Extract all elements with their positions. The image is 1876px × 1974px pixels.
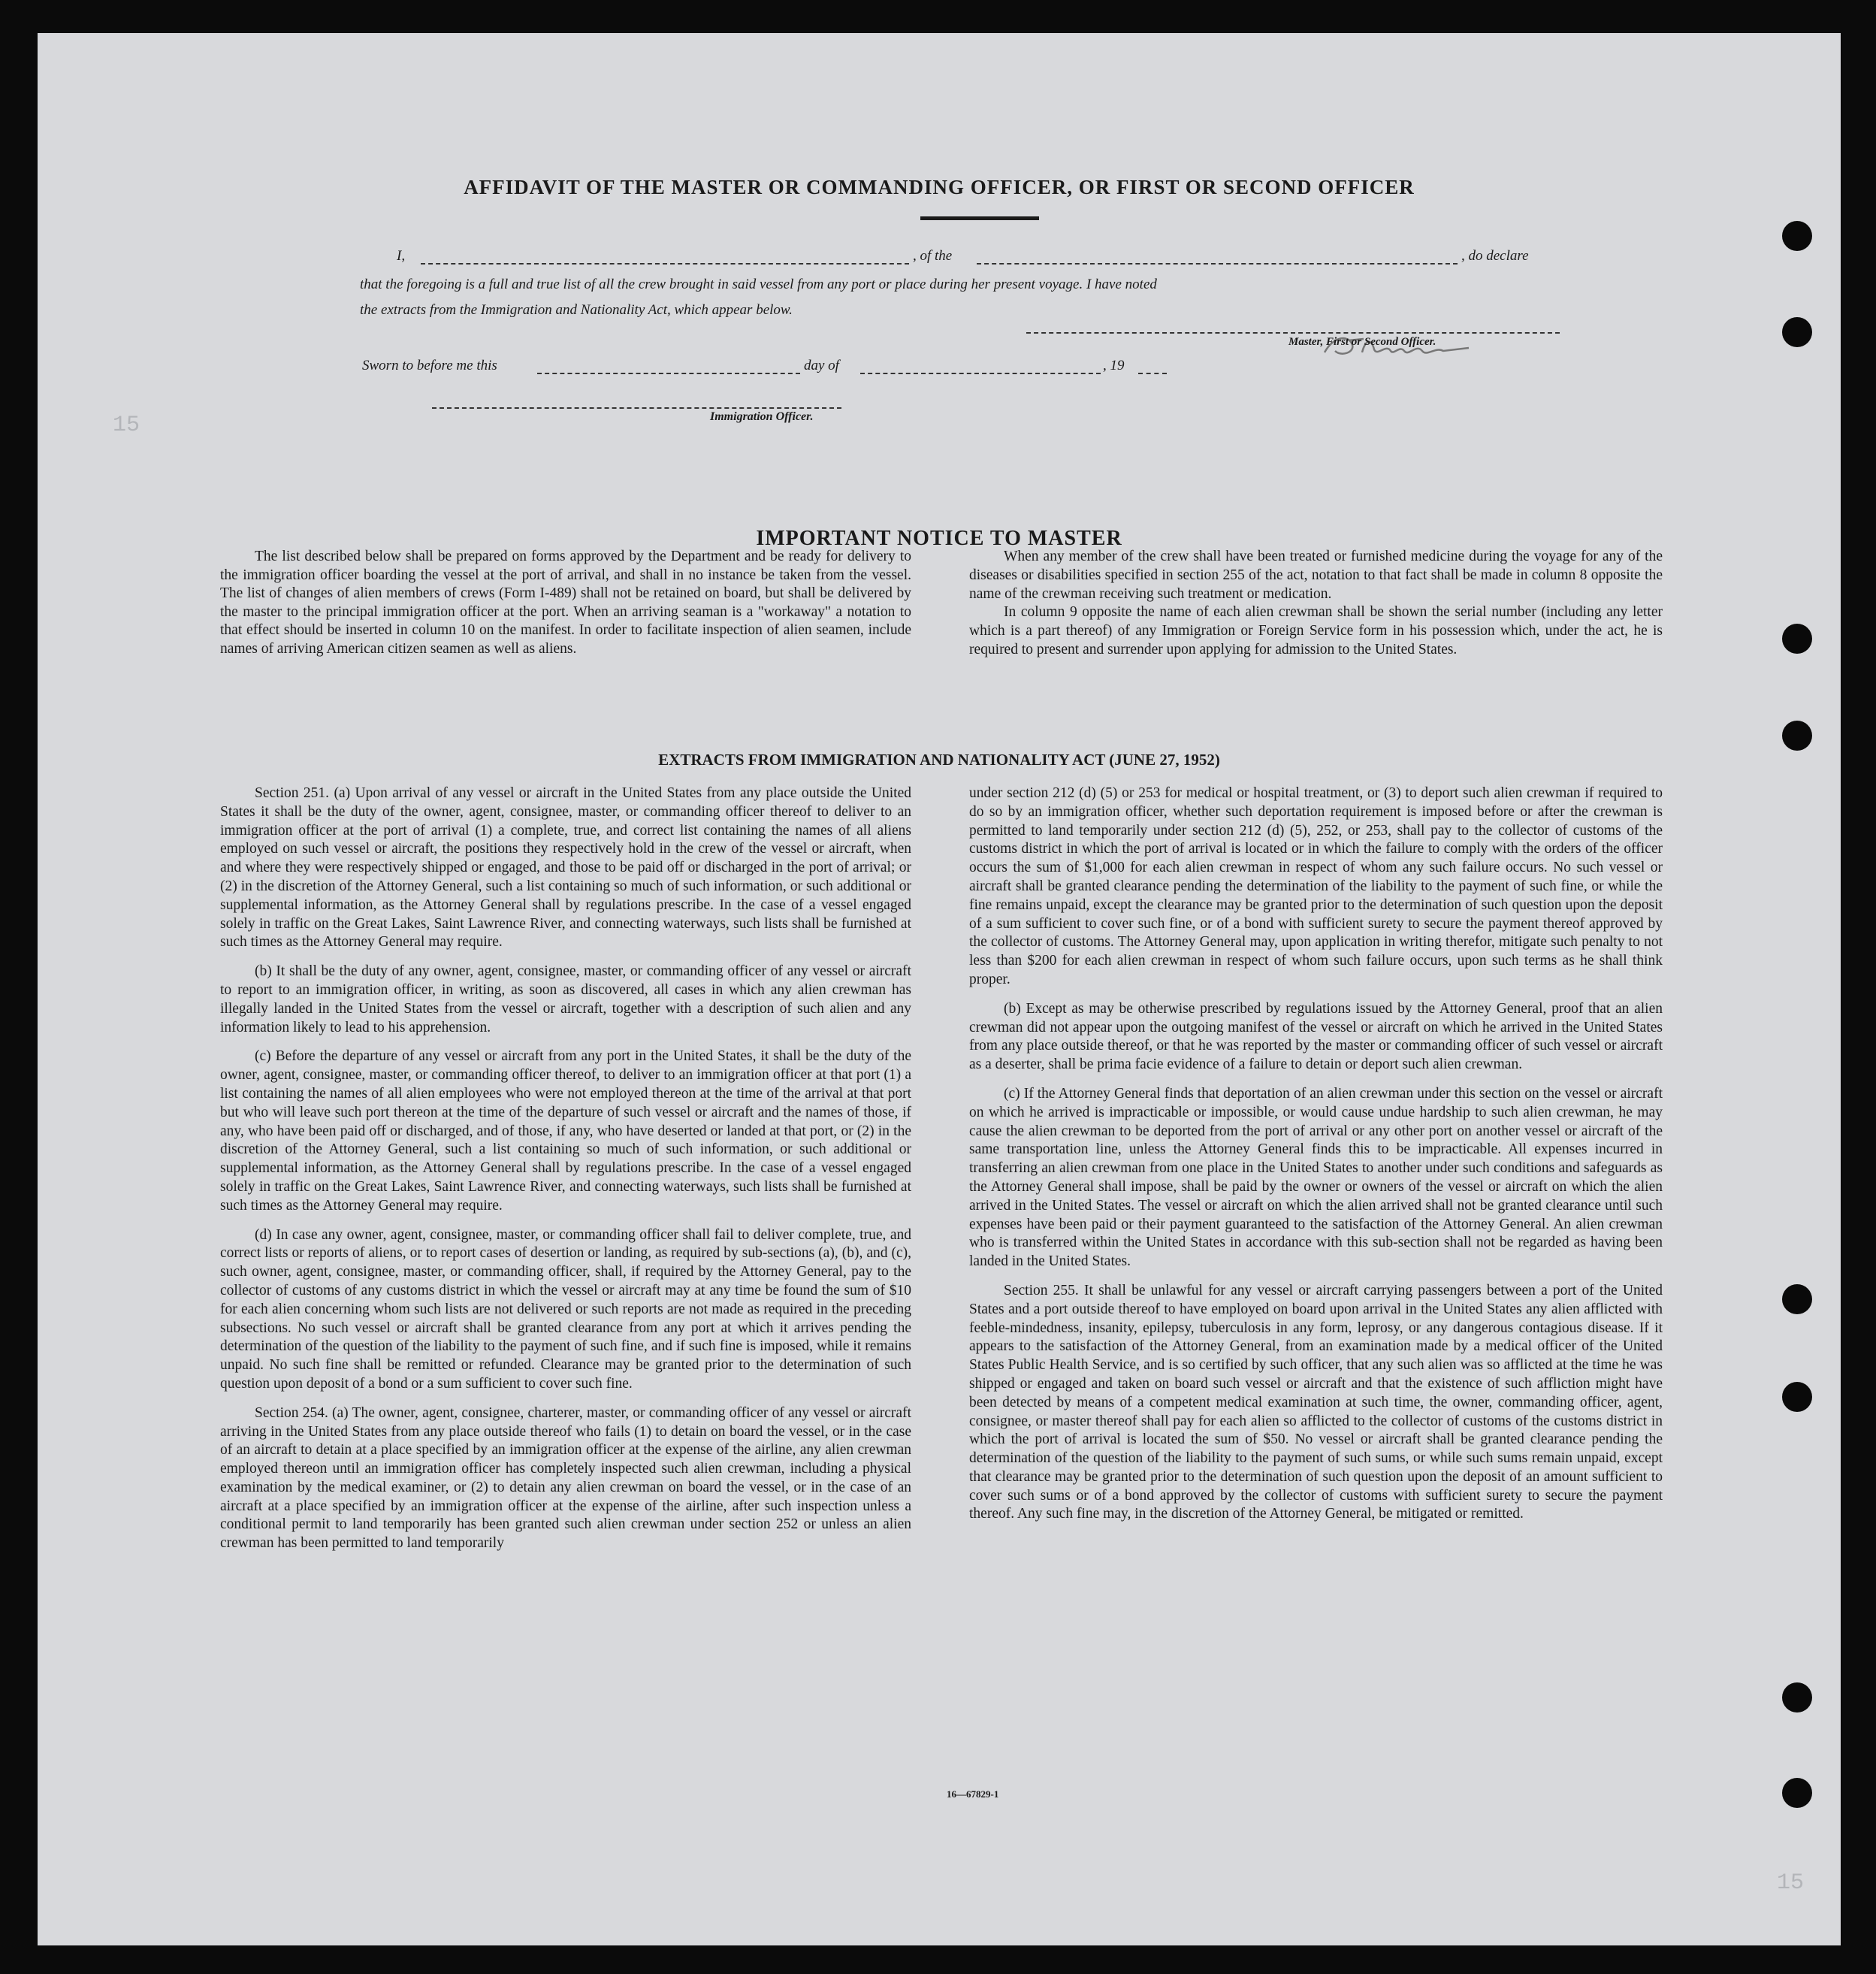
binder-hole bbox=[1782, 1682, 1812, 1713]
notice-right-column bbox=[969, 548, 1663, 660]
immigration-officer-caption: Immigration Officer. bbox=[710, 410, 814, 423]
binder-hole bbox=[1782, 624, 1812, 654]
signature-caption: Master, First or Second Officer. bbox=[1288, 336, 1436, 348]
binder-hole bbox=[1782, 1382, 1812, 1412]
binder-hole bbox=[1782, 1778, 1812, 1808]
declarant-prefix: I, bbox=[397, 248, 406, 264]
section-251-d: (d) In case any owner, agent, consignee, master, or commanding officer shall fail to deliver complete, true, and correct lists or reports of aliens, or to report cases of desertion or landing, as required by sub-sections (a), (b), and (c), such owner, agent, consignee, master, or commanding officer, shall, if required by the Attorney General, pay to the collector of customs of any customs district in which the vessel or aircraft may at any time be found the sum of $10 for each alien concerning whom such lists are not delivered or such reports are not made as required in the preceding subsections. No such vessel or aircraft shall be granted clearance from any port at which it arrives pending the determination of the question of the liability to the payment of such fine, and if such fine is imposed, while it remains unpaid. No such fine shall be remitted or refunded. Clearance may be granted prior to the determination of such question upon deposit of a bond or a sum sufficient to cover such fine. bbox=[220, 1226, 911, 1392]
section-254-a: Section 254. (a) The owner, agent, consignee, charterer, master, or commanding officer of any vessel or aircraft arriving in the United States from any place outside thereof who fails (1) to detain on board the vessel, or in the case of an aircraft to detain at a place specified by an immigration officer at the expense of the airline, any alien crewman employed thereon until an immigration officer has completely inspected such alien crewman, including a physical examination by the medical examiner, or (2) to detain any alien crewman on board the vessel, or in the case of an aircraft at a place specified by an immigration officer at the expense of the airline, after such inspection unless a conditional permit to land temporarily has been granted such alien crewman under section 252 or unless an alien crewman has been permitted to land temporarily bbox=[220, 1404, 911, 1552]
declaration-text-line-2: that the foregoing is a full and true list of all the crew brought in said vessel from any port or place during her present voyage. I have noted bbox=[360, 277, 1157, 292]
sworn-day-field[interactable] bbox=[537, 373, 800, 374]
of-the-label: , of the bbox=[913, 248, 953, 264]
binder-hole bbox=[1782, 317, 1812, 347]
day-of-label: day of bbox=[804, 358, 839, 373]
year-prefix: , 19 bbox=[1103, 358, 1125, 373]
binder-hole bbox=[1782, 221, 1812, 251]
declaration-text-line-3: the extracts from the Immigration and Nationality Act, which appear below. bbox=[360, 302, 793, 318]
binder-hole bbox=[1782, 1284, 1812, 1314]
section-251-a: Section 251. (a) Upon arrival of any vessel or aircraft in the United States from any place outside the United States it shall be the duty of the owner, agent, consignee, master, or commanding officer thereof to deliver to an immigration officer at the port of arrival (1) a complete, true, and correct list containing the names of all aliens employed on such vessel or aircraft, the positions they respectively hold in the crew of the vessel or aircraft, when and where they were respectively shipped or engaged, and those to be paid off or discharged in the port of arrival; or (2) in the discretion of the Attorney General, such a list containing so much of such information, or such additional or supplemental information, as the Attorney General shall by regulations prescribe. In the case of a vessel engaged solely in traffic on the Great Lakes, Saint Lawrence River, and connecting waterways, such lists shall be furnished at such times as the Attorney General may require. bbox=[220, 785, 911, 951]
section-255: Section 255. It shall be unlawful for any vessel or aircraft carrying passengers between a port of the United States and a port outside thereof to have employed on board upon arrival in the United States any alien afflicted with feeble-mindedness, insanity, epilepsy, tuberculosis in any form, leprosy, or any dangerous contagious disease. If it appears to the satisfaction of the Attorney General, from an examination made by a medical officer of the United States Public Health Service, and is so certified by such officer, that any such alien was so afflicted at the time he was shipped or engaged and taken on board such vessel or aircraft and that the existence of such affliction might have been detected by means of a competent medical examination at such time, the owner, commanding officer, agent, consignee, or master thereof shall pay for each alien so afflicted to the collector of customs of the customs district in which the port of arrival is located the sum of $50. No vessel or aircraft shall be granted clearance pending the determination of the question of the liability to the payment of such sums, or while such sums remain unpaid, except that clearance may be granted prior to the determination of such question upon the deposit of an amount sufficient to cover such sums or of a bond approved by the collector of customs with sufficient surety to secure the payment thereof. Any such fine may, in the discretion of the Attorney General, be mitigated or remitted. bbox=[969, 1282, 1663, 1522]
notice-right-paragraph-2: In column 9 opposite the name of each alien crewman shall be shown the serial number (including any letter which is a part thereof) of any Immigration or Foreign Service form in his possession which, under the act, he is required to present and surrender upon applying for admission to the United States. bbox=[969, 604, 1663, 657]
section-254-c: (c) If the Attorney General finds that deportation of an alien crewman under this section on the vessel or aircraft on which he arrived is impracticable or impossible, or would cause undue hardship to such alien crewman, he may cause the alien crewman to be deported from the port of arrival or any other port on another vessel or aircraft of the same transportation line, unless the Attorney General finds this to be impracticable. All expenses incurred in transferring an alien crewman from one place in the United States to another under such conditions and safeguards as the Attorney General shall impose, shall be paid by the owner or owners of the vessel or aircraft on which the alien arrived in the United States. The vessel or aircraft on which the alien arrived shall not be granted clearance until such expenses have been paid or their payment guaranteed to the satisfaction of the Attorney General. An alien crewman who is transferred within the United States in accordance with this sub-section shall not be regarded as having been landed in the United States. bbox=[969, 1085, 1663, 1270]
extracts-right-column bbox=[969, 784, 1663, 1524]
bleed-through-number-corner: 15 bbox=[1777, 1870, 1805, 1896]
section-251-b: (b) It shall be the duty of any owner, agent, consignee, master, or commanding officer of any vessel or aircraft to report to an immigration officer, in writing, as soon as discovered, all cases in which any alien crewman has illegally landed in the United States from the vessel or aircraft, together with a description of such alien and any information likely to lead to his apprehension. bbox=[220, 963, 911, 1035]
signature-line[interactable] bbox=[1026, 332, 1560, 334]
affidavit-title: AFFIDAVIT OF THE MASTER OR COMMANDING OFFICER, OR FIRST OR SECOND OFFICER bbox=[464, 176, 1415, 198]
do-declare-label: , do declare bbox=[1461, 248, 1529, 264]
notice-left-paragraph: The list described below shall be prepared on forms approved by the Department and be ready for delivery to the immigration officer boarding the vessel at the port of arrival, and shall in no instance be taken from the vessel. The list of changes of alien members of crews (Form I-489) shall not be retained on board, but shall be delivered by the master to the principal immigration officer at the port. When an arriving seaman is a "workaway" a notation to that effect should be inserted in column 10 on the manifest. In order to facilitate inspection of alien seamen, include names of arriving American citizen seamen as well as aliens. bbox=[220, 549, 911, 657]
extracts-title: EXTRACTS FROM IMMIGRATION AND NATIONALITY ACT (JUNE 27, 1952) bbox=[658, 751, 1220, 769]
sworn-prefix: Sworn to before me this bbox=[362, 358, 497, 373]
sworn-month-field[interactable] bbox=[860, 373, 1101, 374]
immigration-officer-signature-line[interactable] bbox=[432, 407, 841, 409]
vessel-name-field[interactable] bbox=[977, 263, 1458, 265]
section-254-b: (b) Except as may be otherwise prescribed by regulations issued by the Attorney General, proof that an alien crewman did not appear upon the outgoing manifest of the vessel or aircraft on which he arrived in the United States from any place outside thereof, or that he was reported by the master or commanding officer of such vessel or aircraft as a deserter, shall be prima facie evidence of a failure to detain or deport such alien crewman. bbox=[969, 1000, 1663, 1073]
declarant-name-field[interactable] bbox=[421, 263, 909, 265]
extracts-left-column bbox=[220, 784, 911, 1553]
binder-hole bbox=[1782, 721, 1812, 751]
form-number: 16—67829-1 bbox=[947, 1788, 999, 1800]
notice-right-paragraph-1: When any member of the crew shall have been treated or furnished medicine during the voyage for any of the diseases or disabilities specified in section 255 of the act, notation to that fact shall be made in column 8 opposite the name of the crewman receiving such treatment or medication. bbox=[969, 549, 1663, 602]
form-page bbox=[38, 33, 1841, 1945]
notice-title: IMPORTANT NOTICE TO MASTER bbox=[756, 527, 1122, 550]
title-rule bbox=[920, 216, 1039, 220]
section-251-c: (c) Before the departure of any vessel or aircraft from any port in the United States, it shall be the duty of the owner, agent, consignee, master, or commanding officer thereof, to deliver to an immigration officer at that port (1) a list containing the names of all alien employees who were not employed thereon at the time of the arrival at that port but who will leave such port thereon at the time of the departure of such vessel or aircraft and the names of those, if any, who have been paid off or discharged, and of those, if any, who have deserted or landed at that port, or (2) in the discretion of the Attorney General, such a list containing so much of such information, or such additional or supplemental information, as the Attorney General shall by regulations prescribe. In the case of a vessel engaged solely in traffic on the Great Lakes, Saint Lawrence River, and connecting waterways, such lists shall be furnished at such times as the Attorney General may require. bbox=[220, 1048, 911, 1214]
section-254-a-continued: under section 212 (d) (5) or 253 for medical or hospital treatment, or (3) to deport such alien crewman if required to do so by an immigration officer, whether such deportation requirement is imposed before or after the crewman is permitted to land temporarily under section 212 (d) (5), 252, or 253, shall pay to the collector of customs of the customs district in which the port of arrival is located or in which the failure to comply with the orders of the officer occurs the sum of $1,000 for each alien crewman in respect of whom any such failure occurs. No such vessel or aircraft shall be granted clearance pending the determination of the liability to the payment of such fine, or while the fine remains unpaid, except the clearance may be granted prior to the determination of such question upon the deposit of a sum sufficient to cover such fine, or of a bond with sufficient surety to secure the payment thereof approved by the collector of customs. The Attorney General may, upon application in writing therefor, mitigate such penalty to not less than $200 for each alien crewman in respect of whom such failure occurs, upon such terms as he shall think proper. bbox=[969, 785, 1663, 987]
sworn-year-field[interactable] bbox=[1138, 373, 1167, 374]
bleed-through-number: 15 bbox=[113, 413, 140, 438]
